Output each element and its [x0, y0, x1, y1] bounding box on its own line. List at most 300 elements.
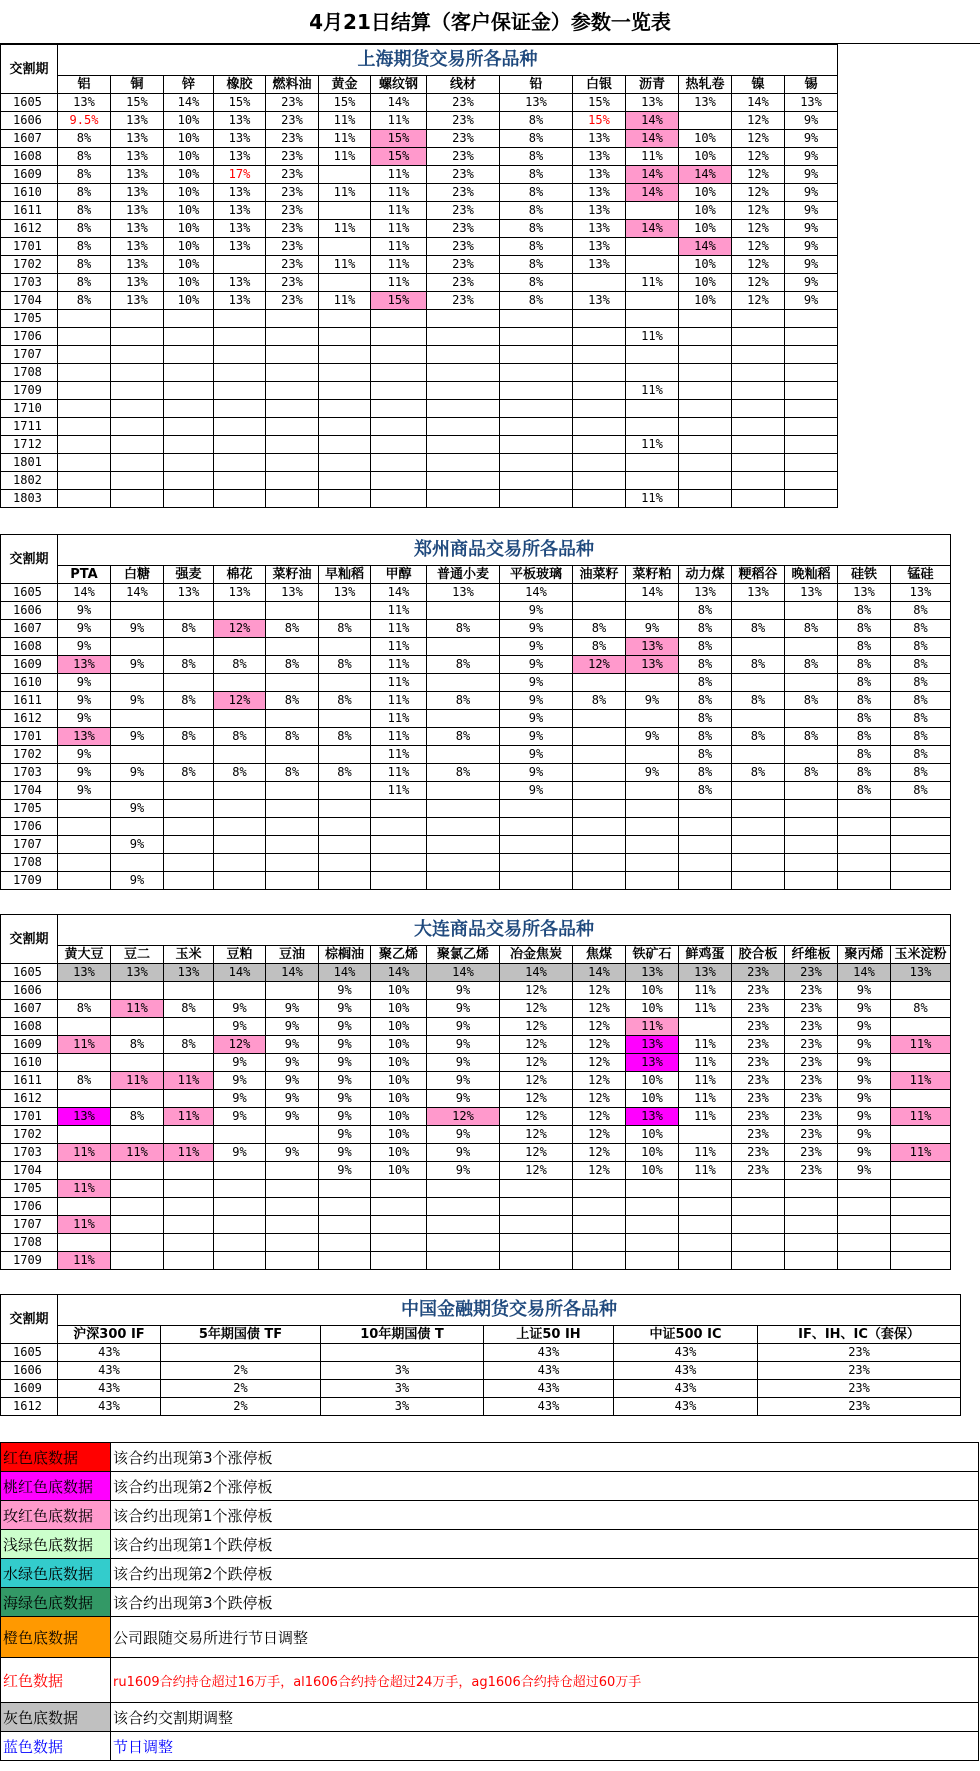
margin-cell: 15%	[111, 94, 164, 112]
table-row	[1, 1180, 951, 1198]
margin-cell	[732, 800, 785, 818]
margin-cell	[500, 818, 573, 836]
margin-cell: 8%	[214, 728, 266, 746]
margin-cell: 13%	[626, 1054, 679, 1072]
margin-cell	[266, 436, 319, 454]
table-row	[1, 490, 838, 508]
column-header: 冶金焦炭	[500, 946, 573, 964]
margin-cell: 12%	[500, 1036, 573, 1054]
margin-cell	[626, 364, 679, 382]
margin-cell: 13%	[891, 964, 951, 982]
column-header: 铅	[500, 76, 573, 94]
period-code: 1803	[1, 490, 58, 508]
margin-cell	[573, 710, 626, 728]
legend-swatch: 灰色底数据	[1, 1703, 111, 1732]
margin-cell	[626, 1234, 679, 1252]
margin-cell	[58, 1018, 111, 1036]
period-code: 1608	[1, 148, 58, 166]
margin-cell	[319, 746, 371, 764]
table-row	[1, 818, 951, 836]
table-row	[1, 184, 838, 202]
margin-cell	[427, 602, 500, 620]
margin-cell: 13%	[214, 202, 266, 220]
margin-cell	[266, 1216, 319, 1234]
margin-cell: 14%	[626, 130, 679, 148]
period-code: 1709	[1, 382, 58, 400]
margin-cell	[500, 454, 573, 472]
margin-cell	[785, 382, 838, 400]
margin-cell: 8%	[679, 620, 732, 638]
margin-cell: 13%	[573, 130, 626, 148]
margin-cell	[164, 1090, 214, 1108]
margin-cell	[371, 418, 427, 436]
margin-cell: 13%	[111, 130, 164, 148]
margin-cell	[732, 674, 785, 692]
margin-cell: 8%	[266, 728, 319, 746]
margin-cell	[58, 454, 111, 472]
period-code: 1703	[1, 764, 58, 782]
table-row	[1, 1072, 951, 1090]
margin-cell	[266, 782, 319, 800]
period-code: 1705	[1, 310, 58, 328]
margin-cell: 13%	[214, 584, 266, 602]
margin-cell	[371, 800, 427, 818]
period-code: 1607	[1, 1000, 58, 1018]
margin-cell: 13%	[111, 220, 164, 238]
margin-cell	[427, 638, 500, 656]
margin-cell	[626, 346, 679, 364]
margin-cell: 8%	[500, 148, 573, 166]
margin-cell: 43%	[614, 1398, 758, 1416]
margin-cell: 10%	[371, 1090, 427, 1108]
margin-cell: 11%	[111, 1144, 164, 1162]
margin-cell: 15%	[371, 292, 427, 310]
margin-cell: 10%	[626, 1090, 679, 1108]
margin-cell	[891, 1018, 951, 1036]
margin-cell: 13%	[58, 94, 111, 112]
margin-cell	[626, 854, 679, 872]
margin-cell: 13%	[732, 584, 785, 602]
margin-cell: 13%	[573, 220, 626, 238]
margin-cell: 11%	[319, 184, 371, 202]
margin-cell	[214, 602, 266, 620]
margin-cell	[573, 472, 626, 490]
margin-cell	[500, 400, 573, 418]
margin-cell: 8%	[427, 620, 500, 638]
margin-cell	[785, 602, 838, 620]
margin-cell: 13%	[573, 148, 626, 166]
margin-cell: 10%	[371, 1162, 427, 1180]
margin-cell: 8%	[319, 692, 371, 710]
margin-cell: 8%	[164, 656, 214, 674]
margin-cell: 9%	[319, 1054, 371, 1072]
table-row	[1, 292, 838, 310]
margin-cell: 9%	[427, 1018, 500, 1036]
margin-cell	[500, 472, 573, 490]
margin-cell: 11%	[371, 764, 427, 782]
margin-cell: 10%	[679, 130, 732, 148]
legend-row	[1, 1472, 979, 1501]
margin-cell	[573, 310, 626, 328]
margin-cell: 9%	[58, 638, 111, 656]
margin-cell: 8%	[891, 638, 951, 656]
column-header: 油菜籽	[573, 566, 626, 584]
margin-cell	[164, 364, 214, 382]
margin-cell: 23%	[427, 292, 500, 310]
margin-cell	[371, 1234, 427, 1252]
margin-cell: 43%	[58, 1362, 161, 1380]
legend-row	[1, 1530, 979, 1559]
column-header: 螺纹钢	[371, 76, 427, 94]
table-row	[1, 764, 951, 782]
margin-cell: 8%	[838, 602, 891, 620]
margin-cell	[573, 274, 626, 292]
margin-cell: 43%	[58, 1344, 161, 1362]
margin-cell: 9%	[500, 620, 573, 638]
table-row	[1, 782, 951, 800]
margin-cell	[164, 1054, 214, 1072]
margin-cell	[679, 328, 732, 346]
margin-cell: 10%	[164, 148, 214, 166]
margin-cell	[214, 1162, 266, 1180]
margin-cell: 8%	[111, 1108, 164, 1126]
margin-cell: 11%	[58, 1216, 111, 1234]
margin-cell	[573, 1180, 626, 1198]
margin-cell: 13%	[214, 238, 266, 256]
margin-cell: 8%	[891, 656, 951, 674]
period-code: 1701	[1, 238, 58, 256]
table-row	[1, 1234, 951, 1252]
margin-cell	[732, 1216, 785, 1234]
margin-cell	[266, 638, 319, 656]
margin-cell	[111, 418, 164, 436]
margin-cell: 23%	[732, 1108, 785, 1126]
margin-cell: 11%	[679, 982, 732, 1000]
margin-cell	[164, 382, 214, 400]
margin-cell: 14%	[573, 964, 626, 982]
margin-cell: 23%	[732, 964, 785, 982]
margin-cell: 9%	[214, 1054, 266, 1072]
column-header: 棉花	[214, 566, 266, 584]
margin-cell: 10%	[626, 1144, 679, 1162]
period-code: 1705	[1, 1180, 58, 1198]
margin-cell: 23%	[785, 1108, 838, 1126]
section-title: 大连商品交易所各品种	[58, 915, 951, 946]
table-row	[1, 130, 838, 148]
margin-cell	[573, 728, 626, 746]
margin-cell	[319, 310, 371, 328]
margin-cell: 9%	[500, 764, 573, 782]
margin-cell: 3%	[321, 1362, 484, 1380]
margin-cell: 14%	[500, 584, 573, 602]
margin-cell	[58, 310, 111, 328]
column-header: 胶合板	[732, 946, 785, 964]
margin-cell: 9%	[500, 602, 573, 620]
margin-cell	[266, 836, 319, 854]
column-header: 鲜鸡蛋	[679, 946, 732, 964]
margin-cell: 9%	[500, 746, 573, 764]
column-header: 5年期国债 TF	[161, 1326, 321, 1344]
margin-cell: 15%	[214, 94, 266, 112]
margin-cell: 10%	[371, 1126, 427, 1144]
period-code: 1612	[1, 710, 58, 728]
margin-cell: 8%	[679, 710, 732, 728]
table-row	[1, 112, 838, 130]
column-header: 聚乙烯	[371, 946, 427, 964]
margin-cell	[785, 1234, 838, 1252]
margin-cell: 12%	[573, 1126, 626, 1144]
margin-cell: 11%	[371, 746, 427, 764]
margin-cell	[891, 1162, 951, 1180]
margin-cell	[319, 436, 371, 454]
margin-cell: 14%	[111, 584, 164, 602]
margin-cell	[573, 872, 626, 890]
margin-cell	[164, 982, 214, 1000]
margin-cell: 8%	[891, 602, 951, 620]
margin-cell: 12%	[732, 112, 785, 130]
margin-cell	[573, 674, 626, 692]
margin-cell	[164, 1162, 214, 1180]
margin-cell	[500, 346, 573, 364]
margin-cell: 8%	[838, 674, 891, 692]
margin-cell: 10%	[164, 184, 214, 202]
margin-cell: 9%	[785, 184, 838, 202]
column-header: 焦煤	[573, 946, 626, 964]
legend-swatch: 玫红色底数据	[1, 1501, 111, 1530]
table-row	[1, 1090, 951, 1108]
margin-cell: 11%	[58, 1252, 111, 1270]
margin-cell: 12%	[573, 1072, 626, 1090]
column-header: 黄大豆	[58, 946, 111, 964]
margin-cell	[785, 1198, 838, 1216]
table-row	[1, 400, 838, 418]
margin-cell: 11%	[371, 710, 427, 728]
margin-cell: 13%	[573, 166, 626, 184]
margin-cell	[164, 400, 214, 418]
column-header: 平板玻璃	[500, 566, 573, 584]
period-code: 1706	[1, 1198, 58, 1216]
margin-cell: 13%	[626, 1108, 679, 1126]
margin-cell: 13%	[58, 1108, 111, 1126]
margin-cell: 8%	[427, 656, 500, 674]
margin-cell	[214, 818, 266, 836]
margin-cell: 8%	[164, 728, 214, 746]
margin-cell: 10%	[679, 256, 732, 274]
margin-cell: 12%	[573, 1144, 626, 1162]
margin-cell: 12%	[214, 692, 266, 710]
margin-cell: 11%	[891, 1144, 951, 1162]
margin-cell: 10%	[164, 112, 214, 130]
margin-cell	[427, 364, 500, 382]
margin-cell: 9%	[266, 1090, 319, 1108]
margin-cell	[679, 112, 732, 130]
margin-cell: 8%	[785, 656, 838, 674]
margin-cell	[266, 346, 319, 364]
legend-swatch: 海绿色底数据	[1, 1588, 111, 1617]
margin-cell: 9%	[838, 1000, 891, 1018]
table-row	[1, 1216, 951, 1234]
period-code: 1605	[1, 94, 58, 112]
legend-table	[0, 1442, 979, 1761]
margin-cell: 8%	[679, 728, 732, 746]
margin-cell: 14%	[626, 184, 679, 202]
margin-cell: 15%	[319, 94, 371, 112]
period-code: 1801	[1, 454, 58, 472]
margin-cell: 8%	[58, 166, 111, 184]
table-row	[1, 854, 951, 872]
margin-cell: 23%	[266, 256, 319, 274]
table-row	[1, 728, 951, 746]
margin-cell	[500, 418, 573, 436]
period-code: 1710	[1, 400, 58, 418]
margin-cell: 23%	[785, 1144, 838, 1162]
margin-cell	[626, 1180, 679, 1198]
margin-cell: 8%	[891, 1000, 951, 1018]
margin-cell	[732, 364, 785, 382]
margin-cell	[427, 710, 500, 728]
margin-cell	[164, 436, 214, 454]
column-header-row	[1, 566, 951, 584]
margin-cell: 10%	[164, 220, 214, 238]
margin-cell: 11%	[626, 1018, 679, 1036]
margin-cell: 23%	[785, 1018, 838, 1036]
margin-cell: 9%	[785, 292, 838, 310]
margin-cell: 8%	[58, 292, 111, 310]
margin-cell: 10%	[371, 1018, 427, 1036]
margin-cell	[785, 1216, 838, 1234]
margin-cell: 14%	[164, 94, 214, 112]
table-row	[1, 872, 951, 890]
margin-cell: 23%	[732, 982, 785, 1000]
margin-cell: 13%	[626, 964, 679, 982]
margin-cell	[214, 710, 266, 728]
margin-cell	[785, 638, 838, 656]
margin-cell	[214, 854, 266, 872]
margin-cell: 23%	[785, 1000, 838, 1018]
margin-cell: 11%	[626, 490, 679, 508]
margin-cell: 12%	[500, 1144, 573, 1162]
margin-cell: 14%	[319, 964, 371, 982]
period-code: 1706	[1, 818, 58, 836]
margin-cell	[319, 382, 371, 400]
margin-cell	[427, 328, 500, 346]
margin-cell	[427, 1198, 500, 1216]
table-row	[1, 166, 838, 184]
margin-cell	[371, 454, 427, 472]
legend-row	[1, 1703, 979, 1732]
margin-cell	[838, 1234, 891, 1252]
margin-cell	[266, 818, 319, 836]
margin-cell	[164, 1234, 214, 1252]
margin-cell: 9%	[266, 1000, 319, 1018]
margin-cell	[266, 400, 319, 418]
czce-section	[0, 534, 951, 890]
margin-cell	[626, 818, 679, 836]
column-header: 聚氯乙烯	[427, 946, 500, 964]
margin-cell: 12%	[427, 1108, 500, 1126]
margin-cell	[319, 490, 371, 508]
period-code: 1708	[1, 364, 58, 382]
margin-cell	[164, 454, 214, 472]
margin-cell: 14%	[266, 964, 319, 982]
margin-cell	[58, 1234, 111, 1252]
section-title: 中国金融期货交易所各品种	[58, 1295, 961, 1326]
margin-cell: 12%	[500, 1108, 573, 1126]
margin-cell: 8%	[838, 656, 891, 674]
margin-cell: 11%	[371, 692, 427, 710]
margin-cell	[573, 364, 626, 382]
period-code: 1606	[1, 1362, 58, 1380]
margin-cell	[838, 854, 891, 872]
legend-swatch: 浅绿色底数据	[1, 1530, 111, 1559]
margin-cell	[785, 436, 838, 454]
margin-cell: 23%	[785, 1162, 838, 1180]
legend-swatch: 蓝色数据	[1, 1732, 111, 1761]
margin-cell: 8%	[573, 620, 626, 638]
margin-cell: 8%	[319, 656, 371, 674]
margin-cell: 9%	[111, 692, 164, 710]
margin-cell: 9%	[214, 1072, 266, 1090]
column-header: 动力煤	[679, 566, 732, 584]
column-header: 棕榈油	[319, 946, 371, 964]
period-code: 1612	[1, 1398, 58, 1416]
section-title-row	[1, 535, 951, 566]
margin-cell	[785, 364, 838, 382]
margin-cell	[626, 1198, 679, 1216]
margin-cell	[266, 490, 319, 508]
margin-cell	[427, 854, 500, 872]
margin-cell: 10%	[164, 202, 214, 220]
margin-cell: 23%	[266, 274, 319, 292]
margin-cell	[164, 710, 214, 728]
column-header: 中证500 IC	[614, 1326, 758, 1344]
margin-cell: 8%	[164, 764, 214, 782]
margin-cell: 23%	[427, 184, 500, 202]
margin-cell	[732, 400, 785, 418]
margin-cell	[214, 364, 266, 382]
margin-cell: 13%	[111, 274, 164, 292]
margin-cell	[427, 836, 500, 854]
margin-cell: 11%	[371, 674, 427, 692]
column-header: 聚丙烯	[838, 946, 891, 964]
margin-cell: 23%	[758, 1344, 961, 1362]
legend-description: 该合约出现第1个涨停板	[111, 1501, 979, 1530]
margin-cell: 9%	[319, 1108, 371, 1126]
margin-cell	[838, 1252, 891, 1270]
margin-cell	[164, 854, 214, 872]
margin-cell	[111, 1126, 164, 1144]
margin-cell: 2%	[161, 1362, 321, 1380]
margin-cell	[319, 638, 371, 656]
margin-cell: 12%	[573, 1108, 626, 1126]
margin-cell	[111, 1234, 164, 1252]
margin-cell	[319, 364, 371, 382]
margin-cell: 13%	[164, 584, 214, 602]
margin-cell: 9%	[111, 836, 164, 854]
margin-cell: 43%	[58, 1398, 161, 1416]
margin-cell	[319, 854, 371, 872]
margin-cell	[573, 764, 626, 782]
margin-cell: 9%	[319, 1018, 371, 1036]
margin-cell: 11%	[319, 112, 371, 130]
margin-cell: 10%	[371, 1054, 427, 1072]
margin-cell	[573, 602, 626, 620]
margin-cell	[679, 1180, 732, 1198]
margin-cell	[626, 836, 679, 854]
margin-cell	[164, 472, 214, 490]
margin-cell: 8%	[427, 728, 500, 746]
table-row	[1, 256, 838, 274]
